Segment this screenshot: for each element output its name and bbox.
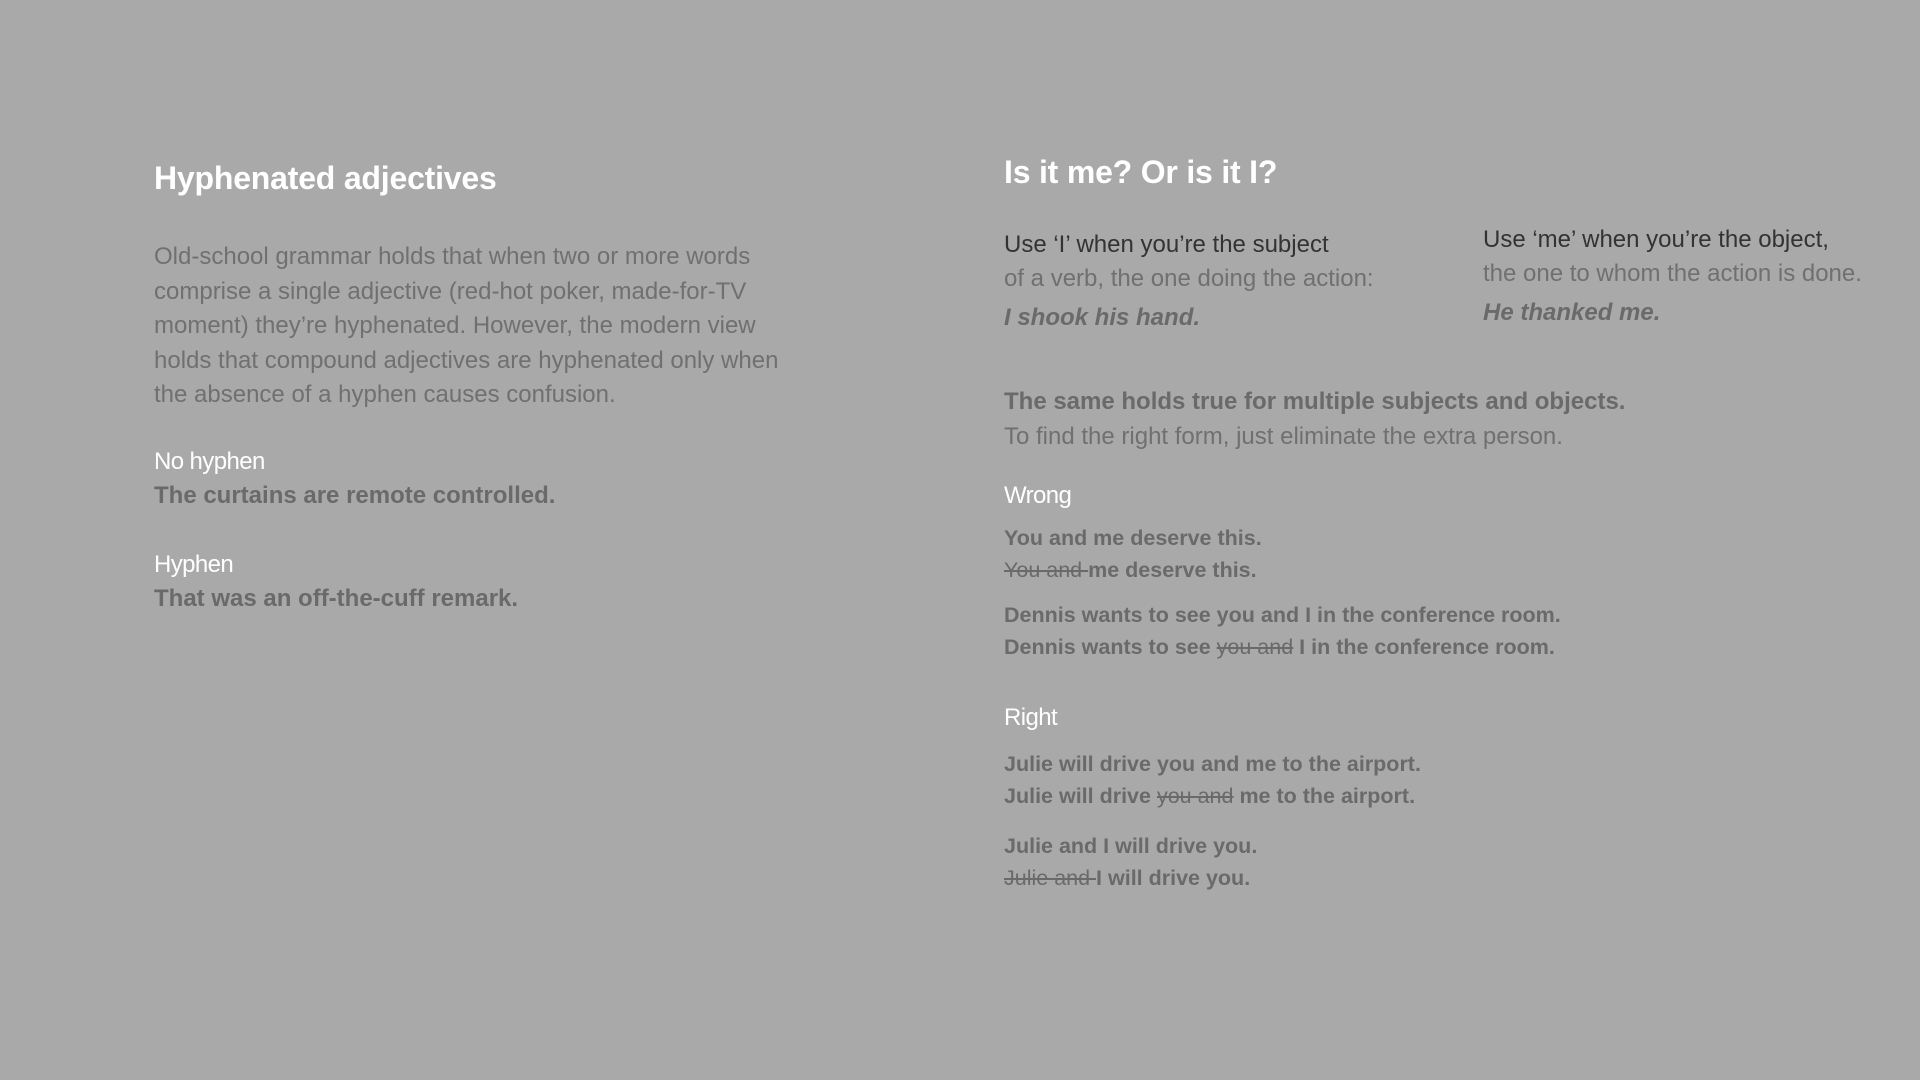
no-hyphen-block [154, 448, 555, 510]
right-block [1004, 704, 1421, 894]
object-rule-lead: Use ‘me’ when you’re the object, [1483, 226, 1829, 253]
holds-true-bold: The same holds true for multiple subjects and objects. [1004, 388, 1626, 415]
wrong-example-2-line1: Dennis wants to see you and I in the conference room. [1004, 603, 1561, 627]
subject-rule [1004, 228, 1424, 332]
struck-words: you and [1156, 784, 1234, 808]
right-example-2-line1: Julie and I will drive you. [1004, 834, 1258, 858]
struck-words: you and [1216, 635, 1294, 659]
object-rule-text: the one to whom the action is done. [1483, 260, 1862, 287]
wrong-label: Wrong [1004, 482, 1072, 509]
hyphen-example: That was an off-the-cuff remark. [154, 585, 519, 612]
wrong-example-1-line2 [1004, 554, 1561, 586]
wrong-example-1-line1: You and me deserve this. [1004, 526, 1262, 550]
leading-words: Julie will drive [1004, 784, 1157, 808]
intro-paragraph: Old-school grammar holds that when two or more words comprise a single adjective (red-hot poker, made-for-TV moment) they’re hyphenated. However, the modern view holds that compound adjectives are hyphenated only when the absence of a hyphen causes confusion. [154, 243, 779, 408]
subject-rule-text: of a verb, the one doing the action: [1004, 265, 1374, 292]
remaining-words: me deserve this. [1088, 558, 1257, 582]
subject-rule-lead: Use ‘I’ when you’re the subject [1004, 231, 1329, 258]
wrong-example-2 [1004, 599, 1561, 663]
wrong-example-2-line2 [1004, 631, 1561, 663]
struck-words: You and [1004, 558, 1089, 582]
struck-words: Julie and [1004, 866, 1097, 890]
right-example-1-line1: Julie will drive you and me to the airport. [1004, 752, 1421, 776]
right-example-2 [1004, 830, 1421, 894]
trailing-words: I in the conference room. [1293, 635, 1555, 659]
holds-true-light: To find the right form, just eliminate the extra person. [1004, 423, 1563, 450]
no-hyphen-label: No hyphen [154, 448, 265, 475]
object-rule-example: He thanked me. [1483, 299, 1661, 326]
object-rule [1483, 223, 1903, 327]
wrong-example-1 [1004, 522, 1561, 586]
holds-true-note [1004, 384, 1625, 454]
right-example-1-line2 [1004, 780, 1421, 812]
section-title: Hyphenated adjectives [154, 160, 497, 196]
wrong-block [1004, 482, 1561, 663]
subject-rule-example: I shook his hand. [1004, 304, 1201, 331]
right-example-2-line2 [1004, 862, 1421, 894]
remaining-words: I will drive you. [1096, 866, 1251, 890]
right-example-1 [1004, 748, 1421, 812]
trailing-words: me to the airport. [1233, 784, 1416, 808]
right-label: Right [1004, 704, 1058, 731]
hyphen-label: Hyphen [154, 551, 234, 578]
section-title: Is it me? Or is it I? [1004, 154, 1278, 190]
leading-words: Dennis wants to see [1004, 635, 1217, 659]
hyphen-block [154, 551, 518, 613]
no-hyphen-example: The curtains are remote controlled. [154, 482, 556, 509]
